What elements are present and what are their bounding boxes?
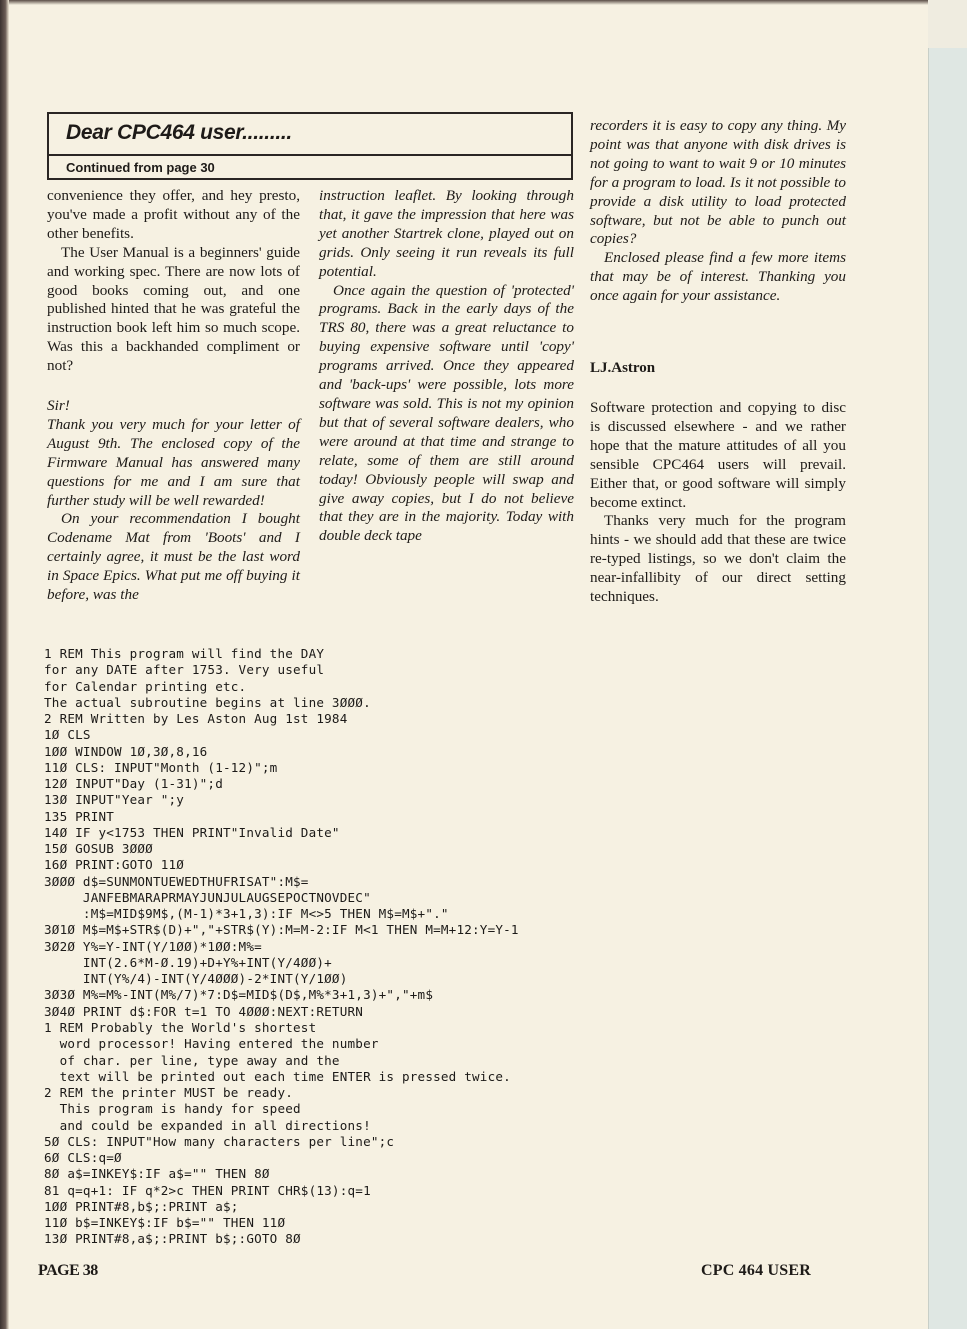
code-line: 16Ø PRINT:GOTO 11Ø (44, 857, 185, 873)
letter-signature: LJ.Astron (590, 360, 656, 376)
column-3-editor-reply (590, 399, 846, 607)
paragraph: The User Manual is a beginners' guide and working spec. There are now lots of good books coming out, and one published hinted that he was grateful the instruction book left him so much scope. Was this a backhanded compliment or not? (47, 243, 300, 375)
paragraph: convenience they offer, and hey presto, you've made a profit without any of the other benefits. (47, 187, 300, 242)
code-line: 1Ø CLS (44, 727, 91, 743)
code-line: 3Ø1Ø M$=M$+STR$(D)+","+STR$(Y):M=M-2:IF M<1 THEN M=M+12:Y=Y-1 (44, 922, 519, 938)
paragraph: recorders it is easy to copy any thing. My point was that anyone with disk drives is not going to want to wait 9 or 10 minutes for a program to load. Is it not possible to provide a disk utility to load protected software, but not be able to punch out copies? (590, 117, 846, 248)
adjacent-page-top (928, 0, 967, 48)
paragraph: On your recommendation I bought Codename Mat from 'Boots' and I certainly agree, it must be the last word in Space Epics. What put me off buying it before, was the (47, 510, 300, 604)
magazine-name: CPC 464 USER (701, 1262, 811, 1279)
code-line: 1ØØ PRINT#8,b$;:PRINT a$; (44, 1198, 239, 1214)
code-line: 6Ø CLS:q=Ø (44, 1150, 122, 1165)
code-line: for Calendar printing etc. (44, 678, 247, 694)
code-line: :M$=MID$9M$,(M-1)*3+1,3):IF M<>5 THEN M$=M$+"." (82, 906, 449, 921)
code-line: JANFEBMARAPRMAYJUNJULAUGSEPOCTNOVDEC" (82, 889, 371, 905)
code-line: 8Ø a$=INKEY$:IF a$="" THEN 8Ø (44, 1166, 270, 1182)
letter-salutation: Sir! (47, 397, 70, 414)
column-2 (319, 187, 574, 546)
code-line: The actual subroutine begins at line 3ØØØ. (44, 694, 371, 710)
column-1-intro (47, 187, 300, 376)
code-line: 1 REM This program will find the DAY (44, 646, 325, 661)
paragraph: Enclosed please find a few more items that may be of interest. Thanking you once again for your assistance. (590, 249, 846, 305)
paragraph: Thank you very much for your letter of August 9th. The enclosed copy of the Firmware Manual has answered many questions for me and I am sure that further study will be well rewarded! (47, 415, 300, 509)
code-line: 2 REM Written by Les Aston Aug 1st 1984 (44, 711, 348, 726)
code-line: 13Ø INPUT"Year ";y (44, 792, 185, 808)
code-line: 3Ø2Ø Y%=Y-INT(Y/1ØØ)*1ØØ:M%= (44, 938, 262, 954)
code-line: 81 q=q+1: IF q*2>c THEN PRINT CHR$(13):q=1 (44, 1182, 371, 1198)
basic-listing-day-finder (44, 646, 519, 1020)
code-line: 11Ø CLS: INPUT"Month (1-12)";m (44, 759, 278, 775)
code-line: for any DATE after 1753. Very useful (44, 662, 325, 678)
page-number: PAGE 38 (38, 1262, 98, 1279)
continued-from-label: Continued from page 30 (66, 160, 215, 175)
column-1-letter (47, 397, 300, 605)
code-line: text will be printed out each time ENTER is pressed twice. (59, 1068, 511, 1084)
page-edge-shadow-top (0, 0, 967, 5)
basic-listing-word-processor (44, 1020, 511, 1248)
code-line: This program is handy for speed (59, 1101, 301, 1117)
code-line: 12Ø INPUT"Day (1-31)";d (44, 776, 223, 791)
paragraph: instruction leaflet. By looking through that, it gave the impression that here was yet another Startrek clone, played out on grids. Only seeing it run reveals its full potential. (319, 187, 574, 280)
code-line: 14Ø IF y<1753 THEN PRINT"Invalid Date" (44, 824, 340, 840)
code-line: 5Ø CLS: INPUT"How many characters per line";c (44, 1133, 395, 1149)
code-line: 3Ø4Ø PRINT d$:FOR t=1 TO 4ØØØ:NEXT:RETURN (44, 1003, 364, 1019)
code-line: 15Ø GOSUB 3ØØØ (44, 841, 153, 856)
paragraph: Thanks very much for the program hints - we should add that these are twice re-typed listings, so we don't claim the near-infallibity of our direct setting techniques. (590, 512, 846, 606)
code-line: of char. per line, type away and the (59, 1052, 340, 1068)
code-line: and could be expanded in all directions! (59, 1117, 371, 1133)
code-line: 135 PRINT (44, 808, 115, 824)
code-line: 3Ø3Ø M%=M%-INT(M%/7)*7:D$=MID$(D$,M%*3+1,3)+","+m$ (44, 987, 434, 1003)
page-binding-shadow (0, 0, 9, 1329)
code-line: 1 REM Probably the World's shortest (44, 1020, 317, 1035)
code-line: INT(Y%/4)-INT(Y/4ØØØ)-2*INT(Y/1ØØ) (82, 971, 348, 986)
code-line: 3ØØØ d$=SUNMONTUEWEDTHUFRISAT":M$= (44, 873, 309, 889)
code-line: 2 REM the printer MUST be ready. (44, 1085, 294, 1100)
code-line: 1ØØ WINDOW 1Ø,3Ø,8,16 (44, 743, 208, 759)
code-line: 13Ø PRINT#8,a$;:PRINT b$;:GOTO 8Ø (44, 1231, 301, 1247)
article-header-box (47, 112, 573, 180)
paragraph: Software protection and copying to disc is discussed elsewhere - and we rather hope that the mature attitudes of all you sensible CPC464 users will prevail. Either that, or good software will simply become extinct. (590, 399, 846, 511)
code-line: INT(2.6*M-Ø.19)+D+Y%+INT(Y/4ØØ)+ (82, 954, 332, 970)
paragraph: Once again the question of 'protected' programs. Back in the early days of the TRS 80, there was a great reluctance to buying expensive software until 'copy' programs arrived. Once they appeared and 'back-ups' were possible, lots more software was sold. This is not my opinion but that of several software dealers, who were around at that time and strange to relate, some of them are still around today! Obviously people will swap and give away copies, but I do not believe that they are in the majority. Today with double deck tape (319, 281, 574, 545)
adjacent-page-strip (928, 48, 967, 1329)
column-3-letter (590, 117, 846, 306)
code-line: 11Ø b$=INKEY$:IF b$="" THEN 11Ø (44, 1215, 286, 1230)
code-line: word processor! Having entered the number (59, 1036, 379, 1052)
article-title: Dear CPC464 user......... (49, 114, 571, 156)
